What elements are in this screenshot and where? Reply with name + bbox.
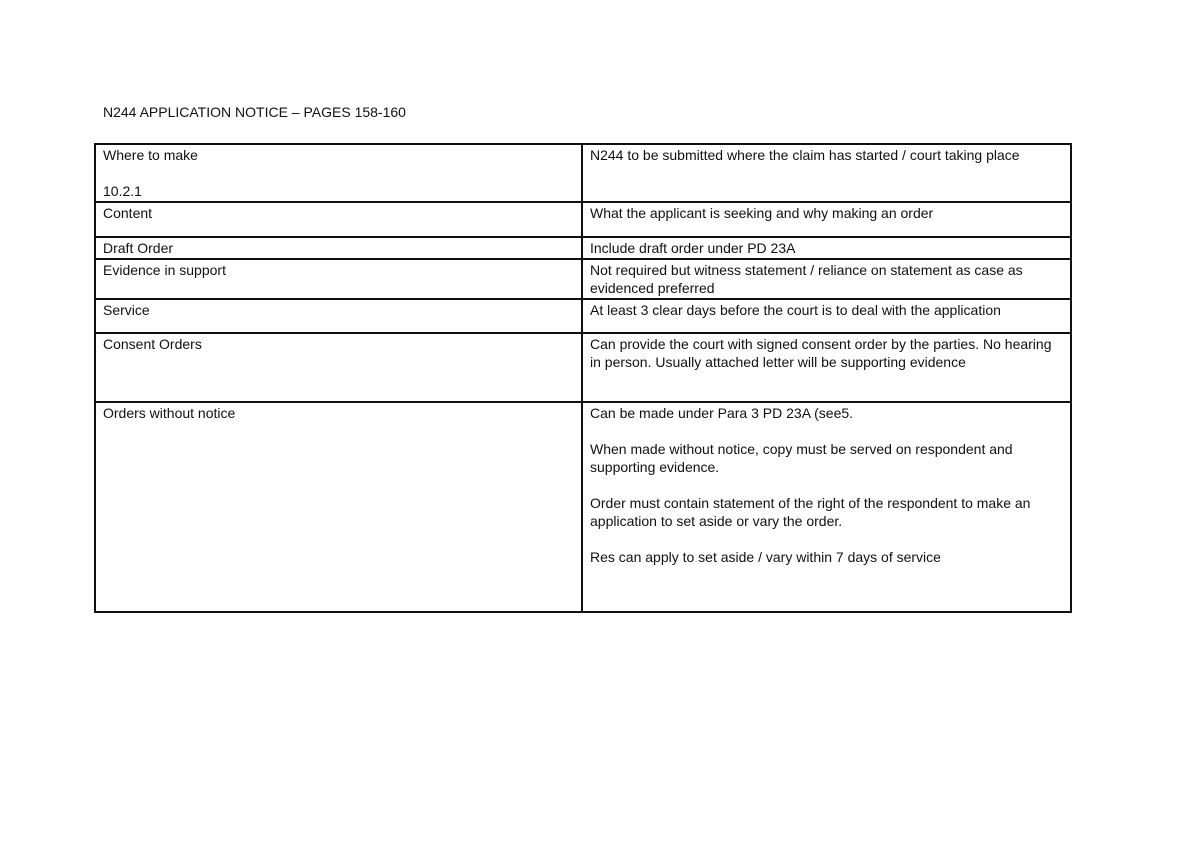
row-detail-paragraph: Order must contain statement of the right of the respondent to make an application to set aside or vary the order. xyxy=(590,495,1031,529)
row-detail: Include draft order under PD 23A xyxy=(590,240,796,256)
row-label-cell xyxy=(95,299,582,333)
table-row xyxy=(95,259,1071,299)
table-row xyxy=(95,144,1071,202)
row-label: Draft Order xyxy=(103,240,174,256)
row-detail: At least 3 clear days before the court is to deal with the application xyxy=(590,302,1001,318)
row-detail: What the applicant is seeking and why making an order xyxy=(590,205,934,221)
table-row xyxy=(95,202,1071,237)
row-label-cell xyxy=(95,144,582,202)
row-detail-cell xyxy=(582,202,1071,237)
table-row xyxy=(95,237,1071,259)
document-title: N244 APPLICATION NOTICE – PAGES 158-160 xyxy=(103,104,406,120)
row-detail-paragraph: When made without notice, copy must be served on respondent and supporting evidence. xyxy=(590,441,1013,475)
row-detail-cell xyxy=(582,237,1071,259)
row-label-cell xyxy=(95,202,582,237)
row-detail-cell xyxy=(582,259,1071,299)
table-row xyxy=(95,402,1071,612)
table-row xyxy=(95,299,1071,333)
row-label-cell xyxy=(95,333,582,402)
row-detail-paragraph: Res can apply to set aside / vary within 7 days of service xyxy=(590,549,941,565)
row-detail-paragraph: Can be made under Para 3 PD 23A (see5. xyxy=(590,405,854,421)
row-label-cell xyxy=(95,259,582,299)
row-detail: N244 to be submitted where the claim has started / court taking place xyxy=(590,147,1020,163)
table-row xyxy=(95,333,1071,402)
row-label: Where to make xyxy=(103,147,198,163)
row-label-cell xyxy=(95,237,582,259)
row-label: Evidence in support xyxy=(103,262,226,278)
row-reference: 10.2.1 xyxy=(103,183,142,199)
row-label: Orders without notice xyxy=(103,405,236,421)
row-detail-cell xyxy=(582,144,1071,202)
row-detail: Can provide the court with signed consent order by the parties. No hearing in person. Usually attached letter will be supporting evidence xyxy=(590,336,1052,370)
row-detail-cell xyxy=(582,333,1071,402)
row-detail-cell xyxy=(582,299,1071,333)
row-label: Service xyxy=(103,302,150,318)
row-label: Consent Orders xyxy=(103,336,202,352)
row-detail-cell xyxy=(582,402,1071,612)
row-label: Content xyxy=(103,205,153,221)
application-notice-table xyxy=(94,143,1072,613)
row-detail: Not required but witness statement / reliance on statement as case as evidenced preferred xyxy=(590,262,1023,296)
row-label-cell xyxy=(95,402,582,612)
